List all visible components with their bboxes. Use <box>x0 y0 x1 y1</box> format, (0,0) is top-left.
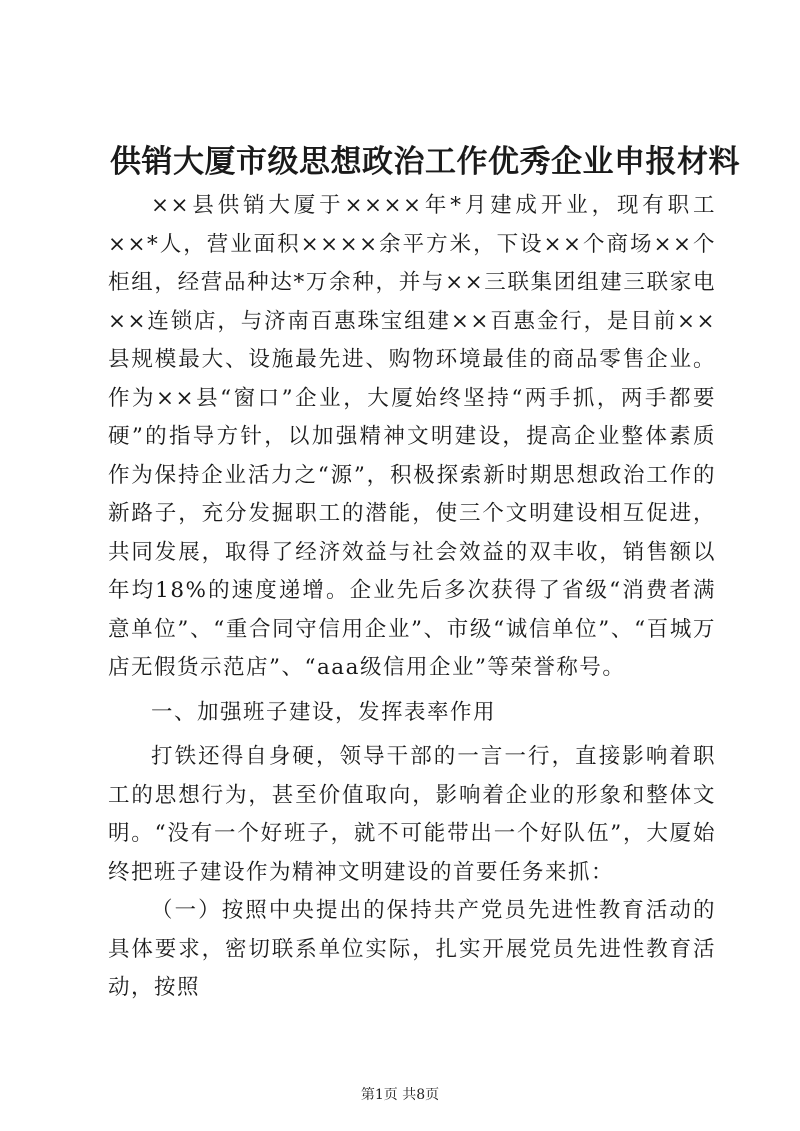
document-body <box>108 187 716 1008</box>
subsection-paragraph: （一）按照中央提出的保持共产党员先进性教育活动的具体要求，密切联系单位实际，扎实开展党员先进性教育活动，按照 <box>108 898 716 1000</box>
section-paragraph: 打铁还得自身硬，领导干部的一言一行，直接影响着职工的思想行为，甚至价值取向，影响着企业的形象和整体文明。“没有一个好班子，就不可能带出一个好队伍”，大厦始终把班子建设作为精神文明建设的首要任务来抓： <box>108 744 716 885</box>
section-heading: 一、加强班子建设，发挥表率作用 <box>151 699 497 725</box>
page-number-footer: 第1页 共8页 <box>360 1087 440 1103</box>
document-title: 供销大厦市级思想政治工作优秀企业申报材料 <box>110 144 740 180</box>
intro-paragraph: ××县供销大厦于××××年*月建成开业，现有职工××*人，营业面积××××余平方米，下设××个商场××个柜组，经营品种达*万余种，并与××三联集团组建三联家电××连锁店，与济南百惠珠宝组建××百惠金行，是目前××县规模最大、设施最先进、购物环境最佳的商品零售企业。作为××县“窗口”企业，大厦始终坚持“两手抓，两手都要硬”的指导方针，以加强精神文明建设，提高企业整体素质作为保持企业活力之“源”，积极探索新时期思想政治工作的新路子，充分发掘职工的潜能，使三个文明建设相互促进，共同发展，取得了经济效益与社会效益的双丰收，销售额以年均18%的速度递增。企业先后多次获得了省级“消费者满意单位”、“重合同守信用企业”、市级“诚信单位”、“百城万店无假货示范店”、“aaa级信用企业”等荣誉称号。 <box>108 193 716 680</box>
